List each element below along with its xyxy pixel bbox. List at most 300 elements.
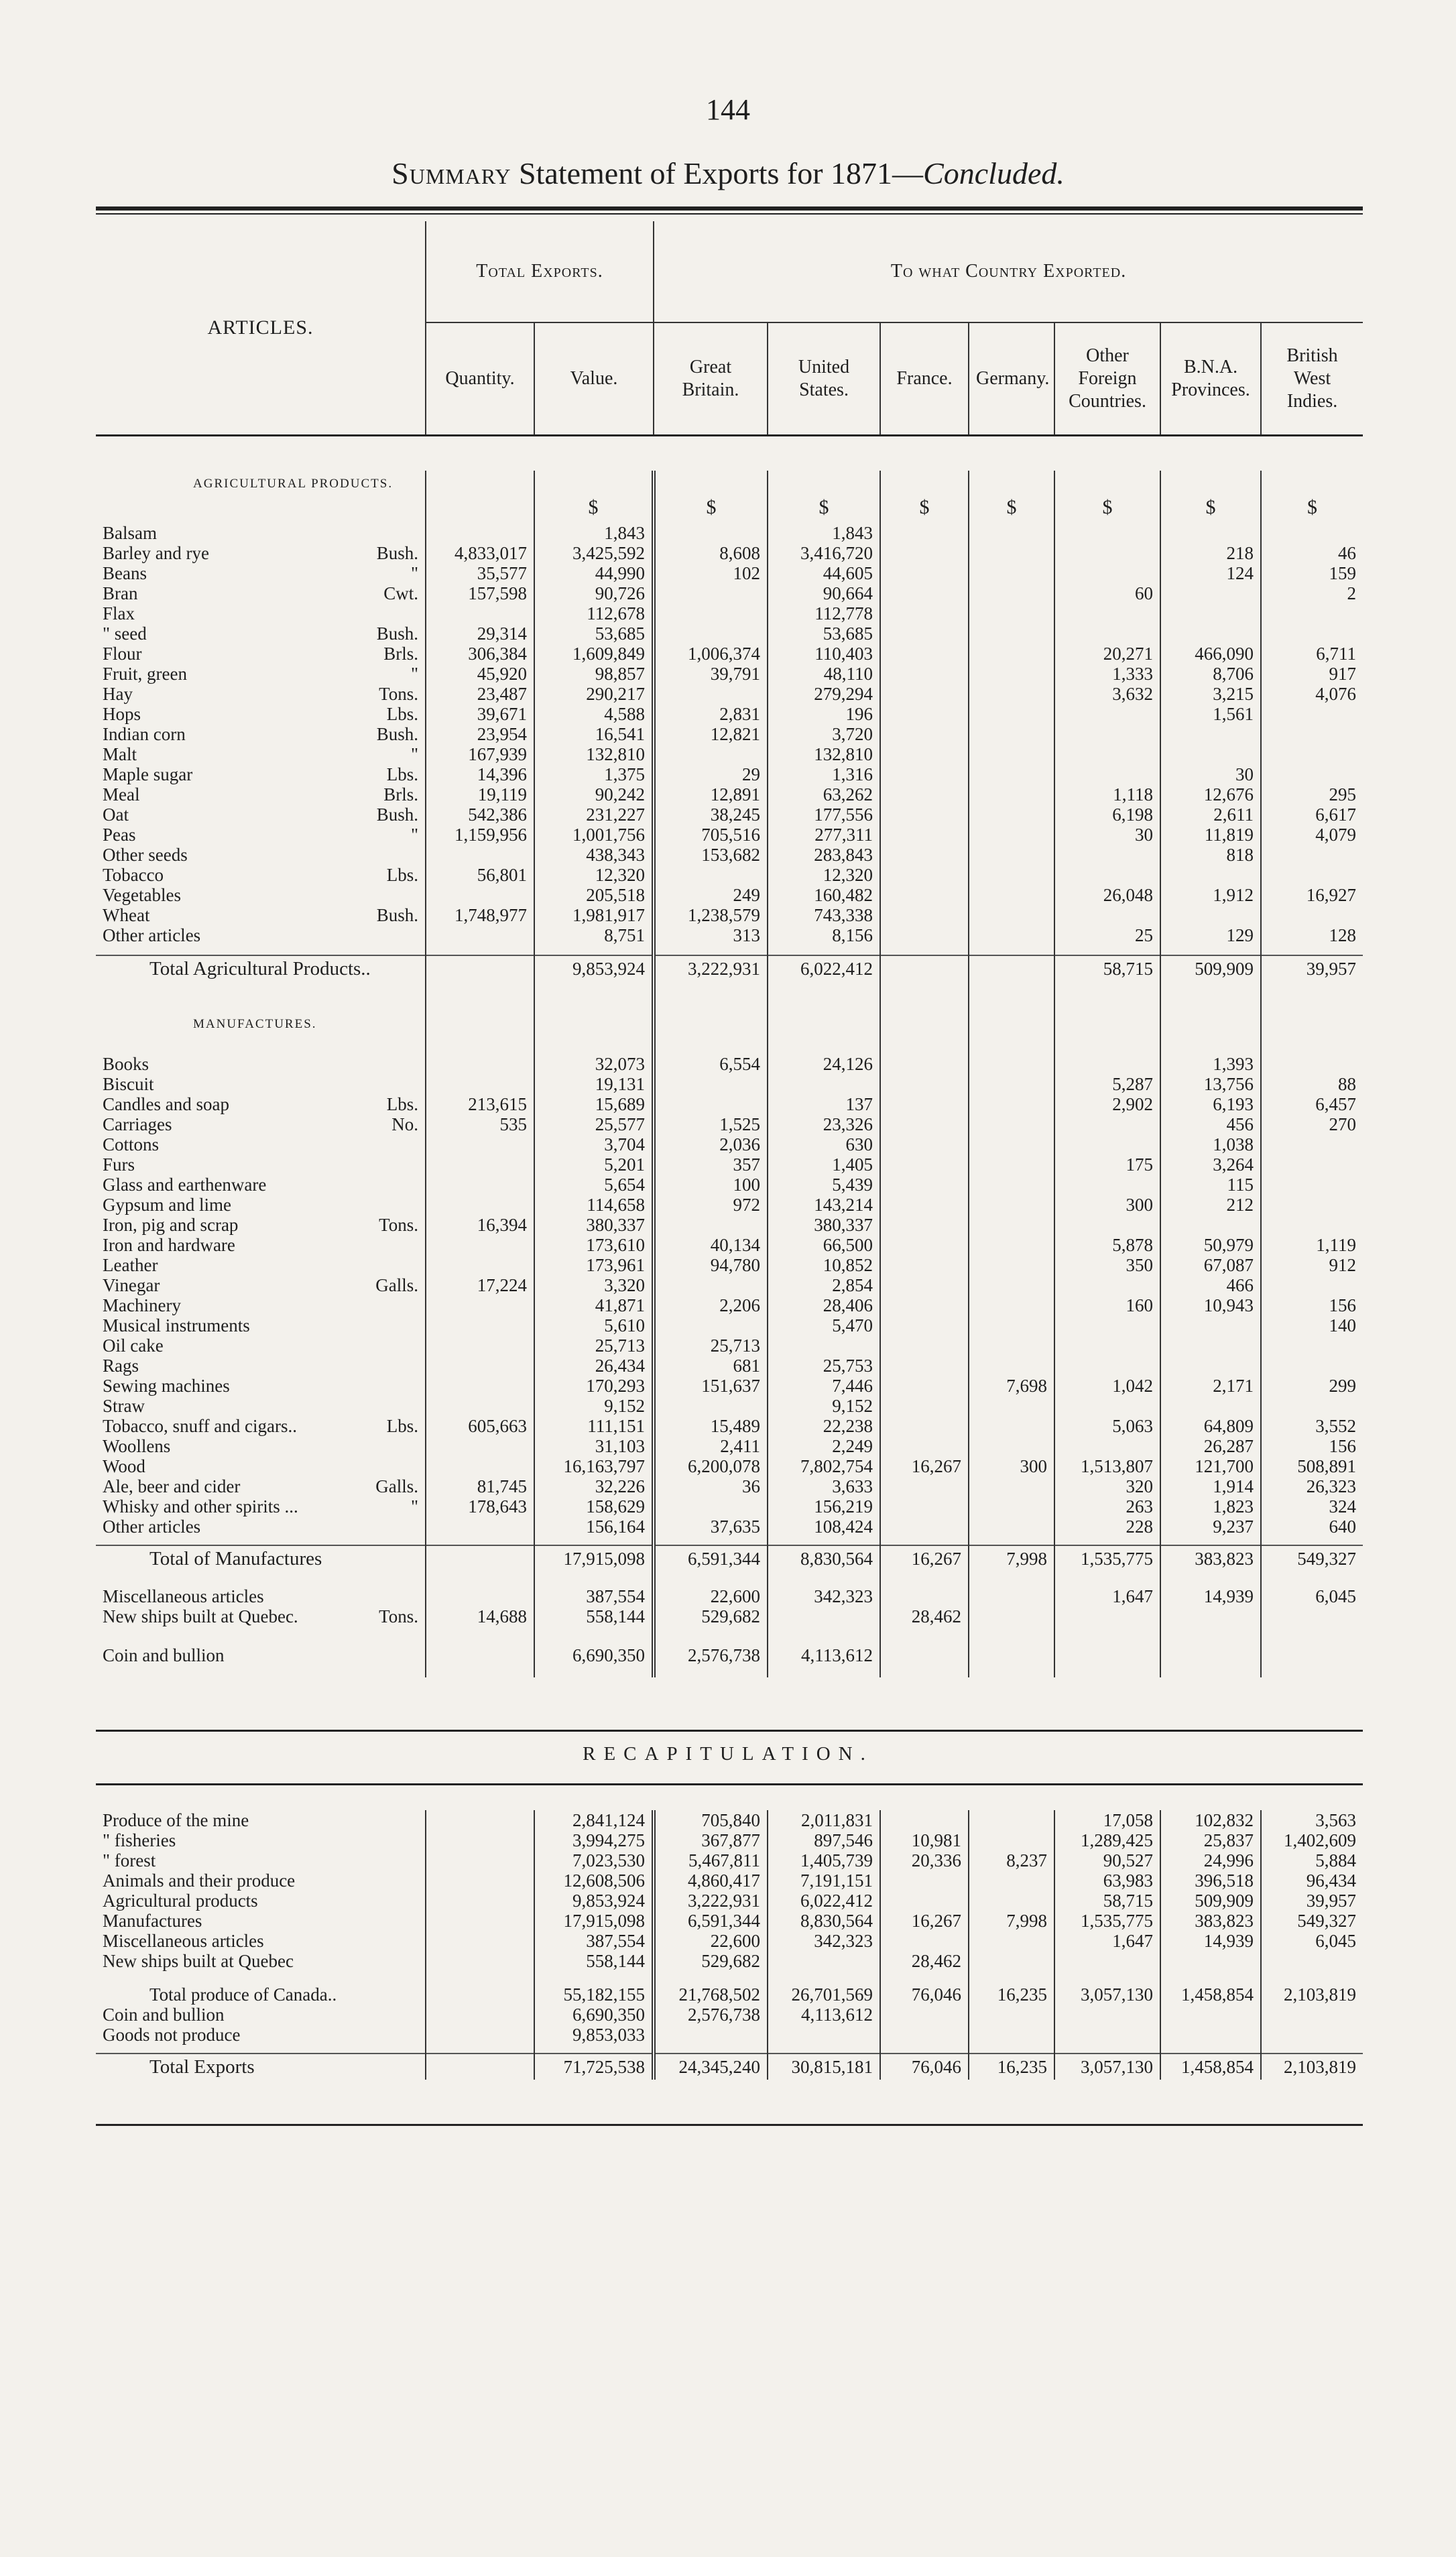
value-cell: 279,294 xyxy=(768,684,880,704)
value-cell: 1,535,775 xyxy=(1054,1911,1160,1931)
value-cell xyxy=(969,1114,1054,1134)
value-cell xyxy=(426,1356,534,1376)
value-cell: 26,048 xyxy=(1054,885,1160,905)
table-row xyxy=(96,1134,1363,1154)
value-cell xyxy=(1160,905,1261,925)
value-cell: 16,235 xyxy=(969,2054,1054,2080)
title-concluded: Concluded. xyxy=(923,156,1065,190)
value-cell: 14,939 xyxy=(1160,1586,1261,1606)
table-row xyxy=(96,1376,1363,1396)
article-name: Total of Manufactures xyxy=(149,1548,322,1569)
article-name: Total Agricultural Products.. xyxy=(149,958,371,979)
value-cell: 917 xyxy=(1261,664,1363,684)
value-cell: 1,001,756 xyxy=(534,825,654,845)
value-cell: 3,222,931 xyxy=(654,955,768,982)
value-cell xyxy=(969,1606,1054,1626)
row-label xyxy=(96,845,426,865)
article-name: Total produce of Canada.. xyxy=(149,1984,337,2005)
value-cell xyxy=(969,644,1054,664)
value-cell: 66,500 xyxy=(768,1235,880,1255)
table-row xyxy=(96,1810,1363,1830)
article-name: Rags xyxy=(103,1356,139,1376)
value-cell: 32,226 xyxy=(534,1476,654,1496)
value-cell: 5,467,811 xyxy=(654,1850,768,1870)
article-name: " forest xyxy=(103,1850,156,1870)
value-cell: 12,821 xyxy=(654,724,768,744)
article-name: Other seeds xyxy=(103,845,188,865)
value-cell xyxy=(1160,1951,1261,1971)
value-cell xyxy=(880,543,969,563)
value-cell xyxy=(969,784,1054,805)
value-cell xyxy=(880,805,969,825)
value-cell: 25,713 xyxy=(534,1335,654,1356)
value-cell: 15,489 xyxy=(654,1416,768,1436)
article-unit: Lbs. xyxy=(386,764,418,784)
value-cell: 173,610 xyxy=(534,1235,654,1255)
value-cell xyxy=(880,1931,969,1951)
value-cell: 1,118 xyxy=(1054,784,1160,805)
row-label xyxy=(96,1606,426,1626)
article-name: Animals and their produce xyxy=(103,1870,296,1891)
table-row xyxy=(96,1911,1363,1931)
recap-table xyxy=(96,1810,1363,2080)
value-cell: 300 xyxy=(1054,1195,1160,1215)
value-cell xyxy=(880,1114,969,1134)
value-cell: 25,753 xyxy=(768,1356,880,1376)
value-cell xyxy=(768,2025,880,2045)
article-unit: Lbs. xyxy=(386,704,418,724)
table-row xyxy=(96,644,1363,664)
value-cell xyxy=(880,1396,969,1416)
header-col-quantity: Quantity. xyxy=(426,322,534,434)
value-cell xyxy=(1054,1315,1160,1335)
value-cell xyxy=(880,1586,969,1606)
row-label xyxy=(96,1456,426,1476)
value-cell: 9,853,924 xyxy=(534,955,654,982)
value-cell xyxy=(1054,1134,1160,1154)
value-cell: 549,327 xyxy=(1261,1911,1363,1931)
value-cell: 12,891 xyxy=(654,784,768,805)
value-cell: 1,393 xyxy=(1160,1054,1261,1074)
value-cell: 1,333 xyxy=(1054,664,1160,684)
header-to-country: To what Country Exported. xyxy=(654,221,1363,322)
value-cell: 218 xyxy=(1160,543,1261,563)
value-cell: 3,994,275 xyxy=(534,1830,654,1850)
value-cell xyxy=(969,1315,1054,1335)
table-row xyxy=(96,563,1363,583)
value-cell: 14,688 xyxy=(426,1606,534,1626)
value-cell xyxy=(654,623,768,644)
value-cell xyxy=(1160,724,1261,744)
row-label xyxy=(96,784,426,805)
row-label xyxy=(96,1215,426,1235)
article-name: Cottons xyxy=(103,1134,160,1154)
exports-table xyxy=(96,471,1363,1677)
value-cell: 4,079 xyxy=(1261,825,1363,845)
table-row xyxy=(96,543,1363,563)
value-cell: 2,103,819 xyxy=(1261,1984,1363,2005)
value-cell: 283,843 xyxy=(768,845,880,865)
value-cell: 35,577 xyxy=(426,563,534,583)
value-cell: 156 xyxy=(1261,1295,1363,1315)
value-cell: 508,891 xyxy=(1261,1456,1363,1476)
table-row xyxy=(96,1255,1363,1275)
value-cell xyxy=(880,865,969,885)
row-label xyxy=(96,543,426,563)
header-col-united-states: United States. xyxy=(768,322,880,434)
value-cell xyxy=(880,1235,969,1255)
value-cell xyxy=(1261,1356,1363,1376)
value-cell: 1,289,425 xyxy=(1054,1830,1160,1850)
article-unit: Bush. xyxy=(376,543,418,563)
article-name: Flour xyxy=(103,644,142,664)
value-cell: 17,915,098 xyxy=(534,1911,654,1931)
value-cell xyxy=(1054,1054,1160,1074)
table-row xyxy=(96,1295,1363,1315)
value-cell: 22,600 xyxy=(654,1586,768,1606)
value-cell xyxy=(1261,1275,1363,1295)
article-unit: " xyxy=(410,1496,418,1517)
article-name: Maple sugar xyxy=(103,764,193,784)
value-cell xyxy=(1160,2025,1261,2045)
value-cell xyxy=(1261,1154,1363,1175)
article-name: Wheat xyxy=(103,905,150,925)
table-row xyxy=(96,1416,1363,1436)
value-cell xyxy=(654,684,768,704)
table-row xyxy=(96,1094,1363,1114)
currency-symbol: $ xyxy=(654,497,768,518)
article-name: Bran xyxy=(103,583,138,603)
row-label xyxy=(96,1396,426,1416)
value-cell: 383,823 xyxy=(1160,1911,1261,1931)
article-name: Manufactures xyxy=(103,1911,202,1931)
table-row xyxy=(96,623,1363,644)
value-cell xyxy=(880,1870,969,1891)
value-cell xyxy=(1054,845,1160,865)
row-label xyxy=(96,563,426,583)
row-label xyxy=(96,2054,426,2080)
value-cell xyxy=(426,1545,534,1571)
value-cell: 3,057,130 xyxy=(1054,2054,1160,2080)
value-cell: 8,156 xyxy=(768,925,880,945)
article-name: Agricultural products xyxy=(103,1891,258,1911)
value-cell xyxy=(969,1154,1054,1175)
table-row xyxy=(96,1830,1363,1850)
value-cell: 137 xyxy=(768,1094,880,1114)
value-cell: 1,458,854 xyxy=(1160,1984,1261,2005)
article-name: Vegetables xyxy=(103,885,181,905)
value-cell: 9,152 xyxy=(768,1396,880,1416)
value-cell: 466,090 xyxy=(1160,644,1261,664)
value-cell: 9,853,033 xyxy=(534,2025,654,2045)
value-cell: 357 xyxy=(654,1154,768,1175)
value-cell xyxy=(1261,1134,1363,1154)
value-cell: 6,457 xyxy=(1261,1094,1363,1114)
value-cell: 2 xyxy=(1261,583,1363,603)
currency-symbol: $ xyxy=(1160,497,1261,518)
value-cell: 350 xyxy=(1054,1255,1160,1275)
value-cell xyxy=(880,905,969,925)
value-cell: 17,058 xyxy=(1054,1810,1160,1830)
article-name: New ships built at Quebec. xyxy=(103,1606,298,1626)
value-cell xyxy=(969,885,1054,905)
value-cell: 16,267 xyxy=(880,1456,969,1476)
value-cell: 23,954 xyxy=(426,724,534,744)
row-label xyxy=(96,1054,426,1074)
value-cell xyxy=(1054,1356,1160,1376)
value-cell xyxy=(426,1054,534,1074)
value-cell xyxy=(1261,1606,1363,1626)
article-name: Glass and earthenware xyxy=(103,1175,267,1195)
value-cell: 4,113,612 xyxy=(768,2005,880,2025)
article-unit: Brls. xyxy=(383,644,418,664)
value-cell xyxy=(1054,563,1160,583)
spacer-row xyxy=(96,1626,1363,1645)
value-cell xyxy=(426,845,534,865)
value-cell: 90,242 xyxy=(534,784,654,805)
value-cell: 542,386 xyxy=(426,805,534,825)
value-cell: 263 xyxy=(1054,1496,1160,1517)
value-cell: 26,287 xyxy=(1160,1436,1261,1456)
value-cell: 2,171 xyxy=(1160,1376,1261,1396)
article-name: Coin and bullion xyxy=(103,1645,225,1665)
value-cell: 45,920 xyxy=(426,664,534,684)
value-cell: 7,446 xyxy=(768,1376,880,1396)
table-row xyxy=(96,805,1363,825)
article-name: Tobacco xyxy=(103,865,164,885)
article-name: Furs xyxy=(103,1154,135,1175)
currency-symbol: $ xyxy=(880,497,969,518)
value-cell xyxy=(969,925,1054,945)
value-cell xyxy=(654,1396,768,1416)
value-cell xyxy=(969,764,1054,784)
value-cell xyxy=(654,1094,768,1114)
value-cell xyxy=(1261,1951,1363,1971)
top-rule-thick xyxy=(96,206,1363,211)
value-cell: 4,076 xyxy=(1261,684,1363,704)
header-total-exports: Total Exports. xyxy=(426,221,654,322)
article-name: Musical instruments xyxy=(103,1315,250,1335)
article-name: Fruit, green xyxy=(103,664,187,684)
value-cell xyxy=(426,1830,534,1850)
value-cell xyxy=(969,1094,1054,1114)
value-cell: 15,689 xyxy=(534,1094,654,1114)
value-cell: 549,327 xyxy=(1261,1545,1363,1571)
value-cell xyxy=(426,1951,534,1971)
value-cell: 1,405 xyxy=(768,1154,880,1175)
article-name: Sewing machines xyxy=(103,1376,230,1396)
row-label xyxy=(96,1255,426,1275)
value-cell xyxy=(969,1074,1054,1094)
row-label xyxy=(96,1931,426,1951)
value-cell xyxy=(880,1215,969,1235)
value-cell: 1,038 xyxy=(1160,1134,1261,1154)
value-cell xyxy=(969,704,1054,724)
value-cell xyxy=(880,1335,969,1356)
value-cell xyxy=(1261,1054,1363,1074)
article-name: Gypsum and lime xyxy=(103,1195,231,1215)
value-cell: 9,237 xyxy=(1160,1517,1261,1537)
article-name: Balsam xyxy=(103,523,157,543)
article-unit: No. xyxy=(391,1114,418,1134)
table-row xyxy=(96,724,1363,744)
value-cell xyxy=(426,2054,534,2080)
value-cell: 173,961 xyxy=(534,1255,654,1275)
value-cell: 5,439 xyxy=(768,1175,880,1195)
article-name: Straw xyxy=(103,1396,145,1416)
table-row xyxy=(96,1195,1363,1215)
value-cell: 1,912 xyxy=(1160,885,1261,905)
value-cell xyxy=(1054,603,1160,623)
value-cell: 605,663 xyxy=(426,1416,534,1436)
value-cell: 1,561 xyxy=(1160,704,1261,724)
table-row xyxy=(96,1356,1363,1376)
value-cell: 2,036 xyxy=(654,1134,768,1154)
value-cell: 12,320 xyxy=(534,865,654,885)
value-cell: 46 xyxy=(1261,543,1363,563)
value-cell xyxy=(880,825,969,845)
value-cell xyxy=(1261,603,1363,623)
value-cell xyxy=(426,1810,534,1830)
value-cell: 156,164 xyxy=(534,1517,654,1537)
value-cell xyxy=(1054,1436,1160,1456)
value-cell xyxy=(1261,623,1363,644)
value-cell xyxy=(1261,865,1363,885)
value-cell: 53,685 xyxy=(768,623,880,644)
table-row xyxy=(96,1850,1363,1870)
article-unit: Bush. xyxy=(376,623,418,644)
value-cell xyxy=(969,1586,1054,1606)
value-cell xyxy=(880,2025,969,2045)
value-cell xyxy=(969,2025,1054,2045)
value-cell: 2,831 xyxy=(654,704,768,724)
value-cell xyxy=(1054,1606,1160,1626)
value-cell xyxy=(969,1255,1054,1275)
value-cell: 2,576,738 xyxy=(654,2005,768,2025)
value-cell: 2,841,124 xyxy=(534,1810,654,1830)
value-cell xyxy=(969,1416,1054,1436)
value-cell: 212 xyxy=(1160,1195,1261,1215)
value-cell: 270 xyxy=(1261,1114,1363,1134)
value-cell xyxy=(880,623,969,644)
value-cell: 705,516 xyxy=(654,825,768,845)
value-cell: 143,214 xyxy=(768,1195,880,1215)
article-name: Barley and rye xyxy=(103,543,209,563)
value-cell xyxy=(880,583,969,603)
value-cell: 30 xyxy=(1160,764,1261,784)
row-label xyxy=(96,704,426,724)
row-label xyxy=(96,1114,426,1134)
value-cell xyxy=(1261,764,1363,784)
value-cell: 6,591,344 xyxy=(654,1545,768,1571)
value-cell: 26,323 xyxy=(1261,1476,1363,1496)
table-row xyxy=(96,1175,1363,1195)
value-cell: 20,271 xyxy=(1054,644,1160,664)
value-cell xyxy=(426,1891,534,1911)
article-name: Oat xyxy=(103,805,129,825)
value-cell: 156 xyxy=(1261,1436,1363,1456)
value-cell xyxy=(1160,1215,1261,1235)
value-cell: 90,527 xyxy=(1054,1850,1160,1870)
article-unit: Galls. xyxy=(375,1275,418,1295)
value-cell xyxy=(969,1436,1054,1456)
table-row xyxy=(96,1436,1363,1456)
table-row xyxy=(96,1645,1363,1665)
value-cell: 160 xyxy=(1054,1295,1160,1315)
value-cell xyxy=(969,623,1054,644)
table-row xyxy=(96,1517,1363,1537)
value-cell xyxy=(1160,1315,1261,1335)
value-cell: 3,264 xyxy=(1160,1154,1261,1175)
value-cell: 5,470 xyxy=(768,1315,880,1335)
currency-row xyxy=(96,497,1363,518)
value-cell xyxy=(1160,603,1261,623)
value-cell: 2,611 xyxy=(1160,805,1261,825)
value-cell: 38,245 xyxy=(654,805,768,825)
value-cell xyxy=(654,583,768,603)
row-label xyxy=(96,1315,426,1335)
value-cell xyxy=(1054,543,1160,563)
value-cell xyxy=(1054,623,1160,644)
value-cell xyxy=(969,1215,1054,1235)
value-cell: 681 xyxy=(654,1356,768,1376)
value-cell: 438,343 xyxy=(534,845,654,865)
value-cell: 1,525 xyxy=(654,1114,768,1134)
value-cell: 1,159,956 xyxy=(426,825,534,845)
value-cell xyxy=(969,1295,1054,1315)
value-cell xyxy=(969,1951,1054,1971)
value-cell xyxy=(426,2005,534,2025)
value-cell xyxy=(426,1645,534,1665)
value-cell xyxy=(880,1275,969,1295)
row-label xyxy=(96,905,426,925)
value-cell: 16,394 xyxy=(426,1215,534,1235)
value-cell xyxy=(1261,724,1363,744)
value-cell xyxy=(880,603,969,623)
row-label xyxy=(96,1175,426,1195)
value-cell xyxy=(426,1436,534,1456)
article-name: Hops xyxy=(103,704,141,724)
value-cell xyxy=(426,925,534,945)
table-row xyxy=(96,603,1363,623)
value-cell: 102 xyxy=(654,563,768,583)
value-cell xyxy=(426,1134,534,1154)
value-cell: 81,745 xyxy=(426,1476,534,1496)
article-name: Iron, pig and scrap xyxy=(103,1215,239,1235)
value-cell xyxy=(1160,2005,1261,2025)
value-cell: 6,591,344 xyxy=(654,1911,768,1931)
row-label xyxy=(96,603,426,623)
row-label xyxy=(96,1094,426,1114)
value-cell: 90,664 xyxy=(768,583,880,603)
value-cell xyxy=(654,1215,768,1235)
value-cell: 705,840 xyxy=(654,1810,768,1830)
value-cell xyxy=(1261,1175,1363,1195)
value-cell xyxy=(1261,1195,1363,1215)
value-cell: 96,434 xyxy=(1261,1870,1363,1891)
value-cell: 25,713 xyxy=(654,1335,768,1356)
article-unit: Bush. xyxy=(376,724,418,744)
value-cell xyxy=(654,1315,768,1335)
value-cell: 2,854 xyxy=(768,1275,880,1295)
value-cell: 31,103 xyxy=(534,1436,654,1456)
value-cell: 3,704 xyxy=(534,1134,654,1154)
article-name: New ships built at Quebec xyxy=(103,1951,294,1971)
section-heading: MANUFACTURES. xyxy=(193,1017,317,1031)
value-cell: 7,998 xyxy=(969,1911,1054,1931)
value-cell: 8,706 xyxy=(1160,664,1261,684)
value-cell xyxy=(880,1436,969,1456)
